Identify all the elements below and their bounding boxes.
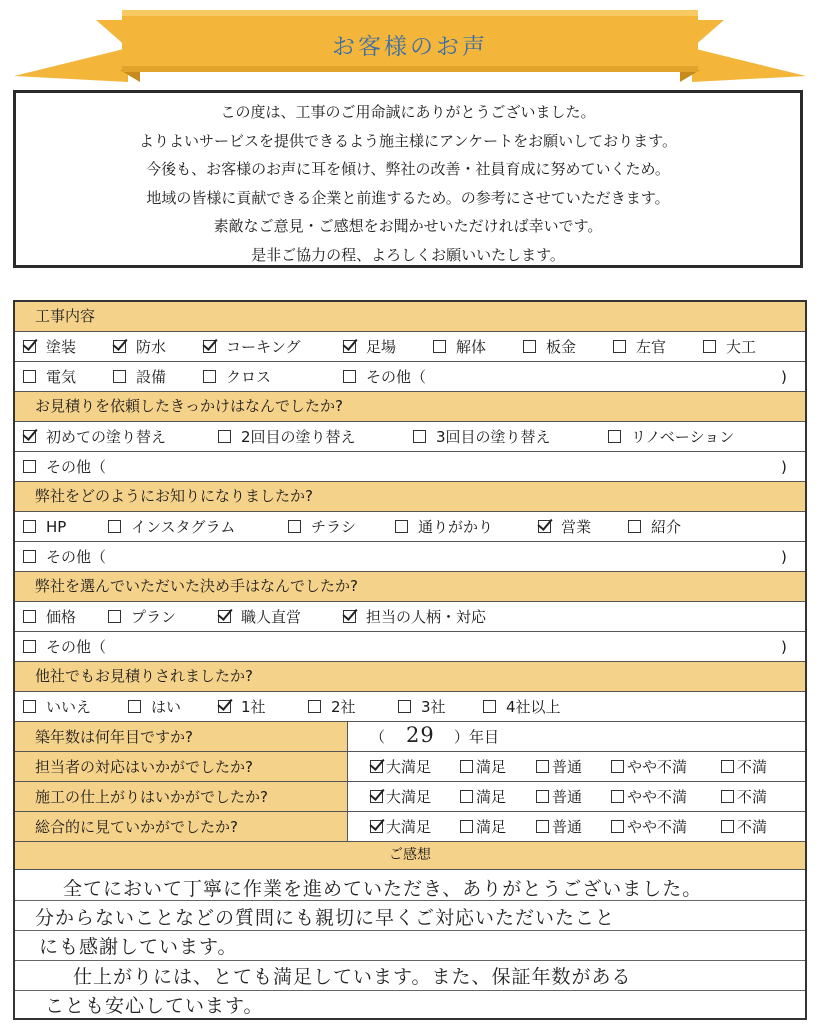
option-price[interactable]: 価格	[23, 602, 76, 632]
checkbox[interactable]	[218, 430, 231, 443]
rating-somewhat-dissatisfied[interactable]: やや不満	[611, 782, 687, 812]
handwritten-line: にも感謝しています。	[39, 936, 238, 958]
checkbox[interactable]	[611, 760, 624, 773]
handwritten-line: 全てにおいて丁寧に作業を進めていただき、ありがとうございました。	[63, 878, 703, 900]
option-plastering[interactable]: 左官	[613, 332, 666, 362]
option-four-plus-companies[interactable]: 4社以上	[483, 692, 561, 722]
title-banner	[0, 0, 820, 88]
checkbox[interactable]	[611, 790, 624, 803]
checkbox[interactable]	[203, 370, 216, 383]
option-plan[interactable]: プラン	[108, 602, 176, 632]
options-row	[15, 362, 805, 392]
rating-neutral[interactable]: 普通	[536, 752, 582, 782]
checkbox[interactable]	[460, 790, 473, 803]
checkbox[interactable]	[288, 520, 301, 533]
checkbox[interactable]	[218, 700, 231, 713]
option-third-repaint[interactable]: 3回目の塗り替え	[413, 422, 551, 452]
options-row	[15, 422, 805, 452]
intro-line: よりよいサービスを提供できるよう施主様にアンケートをお願いしております。	[139, 131, 677, 150]
checkbox[interactable]	[433, 340, 446, 353]
option-sheet-metal[interactable]: 板金	[523, 332, 576, 362]
rating-dissatisfied[interactable]: 不満	[721, 812, 767, 842]
question-overall: 総合的に見ていかがでしたか?	[15, 812, 348, 841]
rating-very-satisfied[interactable]: 大満足	[370, 812, 431, 842]
close-paren: )	[781, 638, 787, 656]
checkbox[interactable]	[128, 700, 141, 713]
checkbox[interactable]	[113, 370, 126, 383]
option-sales[interactable]: 営業	[538, 512, 591, 542]
checkbox[interactable]	[608, 430, 621, 443]
option-two-companies[interactable]: 2社	[308, 692, 356, 722]
option-no[interactable]: いいえ	[23, 692, 91, 722]
options-row	[15, 332, 805, 362]
handwritten-line: ことも安心しています。	[45, 995, 264, 1017]
checkbox[interactable]	[343, 610, 356, 623]
checkbox[interactable]	[536, 820, 549, 833]
rating-very-satisfied[interactable]: 大満足	[370, 752, 431, 782]
intro-line: この度は、工事のご用命誠にありがとうございました。	[220, 103, 596, 121]
option-hp[interactable]: HP	[23, 512, 66, 542]
rating-satisfied[interactable]: 満足	[460, 752, 506, 782]
option-flyer[interactable]: チラシ	[288, 512, 356, 542]
checkbox[interactable]	[703, 340, 716, 353]
checkbox[interactable]	[23, 520, 36, 533]
option-direct-craftsmen[interactable]: 職人直営	[218, 602, 301, 632]
options-row	[15, 452, 805, 482]
checkbox[interactable]	[721, 790, 734, 803]
checkbox[interactable]	[628, 520, 641, 533]
checkbox[interactable]	[370, 790, 383, 803]
intro-box	[13, 90, 803, 268]
rating-options	[348, 782, 805, 811]
checkbox[interactable]	[343, 370, 356, 383]
checkbox[interactable]	[203, 340, 216, 353]
checkbox[interactable]	[23, 370, 36, 383]
rating-dissatisfied[interactable]: 不満	[721, 782, 767, 812]
checkbox[interactable]	[613, 340, 626, 353]
options-row	[15, 632, 805, 662]
checkbox[interactable]	[721, 760, 734, 773]
question-heading-source: 弊社をどのようにお知りになりましたか?	[15, 482, 805, 512]
rating-satisfied[interactable]: 満足	[460, 812, 506, 842]
rating-row-overall	[15, 812, 805, 842]
checkbox[interactable]	[23, 430, 36, 443]
building-age-value[interactable]: 29	[406, 723, 435, 747]
checkbox[interactable]	[218, 610, 231, 623]
survey-form	[13, 300, 807, 1020]
option-other[interactable]: その他（	[23, 452, 106, 482]
checkbox[interactable]	[370, 760, 383, 773]
option-waterproofing[interactable]: 防水	[113, 332, 166, 362]
option-first-repaint[interactable]: 初めての塗り替え	[23, 422, 166, 452]
checkbox[interactable]	[483, 700, 496, 713]
checkbox[interactable]	[370, 820, 383, 833]
intro-line: 是非ご協力の程、よろしくお願いいたします。	[251, 245, 565, 264]
checkbox[interactable]	[108, 610, 121, 623]
options-row	[15, 692, 805, 722]
option-electrical[interactable]: 電気	[23, 362, 76, 392]
building-age-row	[15, 722, 805, 752]
option-staff-personality[interactable]: 担当の人柄・対応	[343, 602, 486, 632]
question-building-age: 築年数は何年目ですか?	[15, 722, 348, 751]
checkbox[interactable]	[108, 520, 121, 533]
ruled-line	[15, 930, 805, 931]
option-wallpaper[interactable]: クロス	[203, 362, 271, 392]
checkbox[interactable]	[460, 820, 473, 833]
checkbox[interactable]	[23, 340, 36, 353]
rating-options	[348, 752, 805, 781]
close-paren: )	[781, 368, 787, 386]
checkbox[interactable]	[538, 520, 551, 533]
checkbox[interactable]	[23, 460, 36, 473]
checkbox[interactable]	[23, 640, 36, 653]
option-passing-by[interactable]: 通りがかり	[395, 512, 493, 542]
checkbox[interactable]	[536, 790, 549, 803]
question-finish-quality: 施工の仕上がりはいかがでしたか?	[15, 782, 348, 811]
rating-very-satisfied[interactable]: 大満足	[370, 782, 431, 812]
checkbox[interactable]	[308, 700, 321, 713]
handwritten-line: 仕上がりには、とても満足しています。また、保証年数がある	[73, 966, 632, 988]
intro-line: 地域の皆様に貢献できる企業と前進するため。の参考にさせていただきます。	[146, 188, 670, 207]
checkbox[interactable]	[413, 430, 426, 443]
option-other[interactable]: その他（	[23, 542, 106, 572]
option-other[interactable]: その他（	[343, 362, 426, 392]
intro-line: 今後も、お客様のお声に耳を傾け、弊社の改善・社員育成に努めていくため。	[146, 160, 670, 178]
option-second-repaint[interactable]: 2回目の塗り替え	[218, 422, 356, 452]
checkbox[interactable]	[113, 340, 126, 353]
options-row	[15, 542, 805, 572]
comments-heading: ご感想	[15, 842, 805, 870]
option-one-company[interactable]: 1社	[218, 692, 266, 722]
comments-area[interactable]	[15, 870, 805, 1018]
option-scaffold[interactable]: 足場	[343, 332, 396, 362]
options-row	[15, 602, 805, 632]
checkbox[interactable]	[343, 340, 356, 353]
option-yes[interactable]: はい	[128, 692, 181, 722]
rating-somewhat-dissatisfied[interactable]: やや不満	[611, 812, 687, 842]
option-carpentry[interactable]: 大工	[703, 332, 756, 362]
question-heading-work-type: 工事内容	[15, 302, 805, 332]
checkbox[interactable]	[523, 340, 536, 353]
intro-line: 素敵なご意見・ご感想をお聞かせいただければ幸いです。	[213, 217, 603, 235]
page-title: お客様のお声	[332, 34, 488, 60]
option-instagram[interactable]: インスタグラム	[108, 512, 235, 542]
rating-options	[348, 812, 805, 841]
close-paren: )	[781, 548, 787, 566]
checkbox[interactable]	[536, 760, 549, 773]
option-other[interactable]: その他（	[23, 632, 106, 662]
rating-row-finish	[15, 782, 805, 812]
checkbox[interactable]	[611, 820, 624, 833]
rating-row-staff	[15, 752, 805, 782]
option-caulking[interactable]: コーキング	[203, 332, 301, 362]
rating-satisfied[interactable]: 満足	[460, 782, 506, 812]
close-paren: )	[781, 458, 787, 476]
question-heading-deciding-factor: 弊社を選んでいただいた決め手はなんでしたか?	[15, 572, 805, 602]
option-demolition[interactable]: 解体	[433, 332, 486, 362]
option-painting[interactable]: 塗装	[23, 332, 76, 362]
option-referral[interactable]: 紹介	[628, 512, 681, 542]
checkbox[interactable]	[395, 520, 408, 533]
options-row	[15, 512, 805, 542]
open-paren: （	[370, 728, 386, 746]
question-heading-other-quotes: 他社でもお見積りされましたか?	[15, 662, 805, 692]
option-equipment[interactable]: 設備	[113, 362, 166, 392]
handwritten-line: 分からないことなどの質問にも親切に早くご対応いただいたこと	[35, 907, 616, 929]
option-three-companies[interactable]: 3社	[398, 692, 446, 722]
checkbox[interactable]	[23, 610, 36, 623]
checkbox[interactable]	[460, 760, 473, 773]
option-renovation[interactable]: リノベーション	[608, 422, 734, 452]
checkbox[interactable]	[398, 700, 411, 713]
question-staff-response: 担当者の対応はいかがでしたか?	[15, 752, 348, 781]
rating-neutral[interactable]: 普通	[536, 812, 582, 842]
checkbox[interactable]	[721, 820, 734, 833]
rating-somewhat-dissatisfied[interactable]: やや不満	[611, 752, 687, 782]
rating-neutral[interactable]: 普通	[536, 782, 582, 812]
building-age-answer	[348, 722, 805, 751]
checkbox[interactable]	[23, 550, 36, 563]
question-heading-trigger: お見積りを依頼したきっかけはなんでしたか?	[15, 392, 805, 422]
rating-dissatisfied[interactable]: 不満	[721, 752, 767, 782]
building-age-suffix: ）年目	[454, 728, 500, 746]
ruled-line	[15, 960, 805, 961]
checkbox[interactable]	[23, 700, 36, 713]
